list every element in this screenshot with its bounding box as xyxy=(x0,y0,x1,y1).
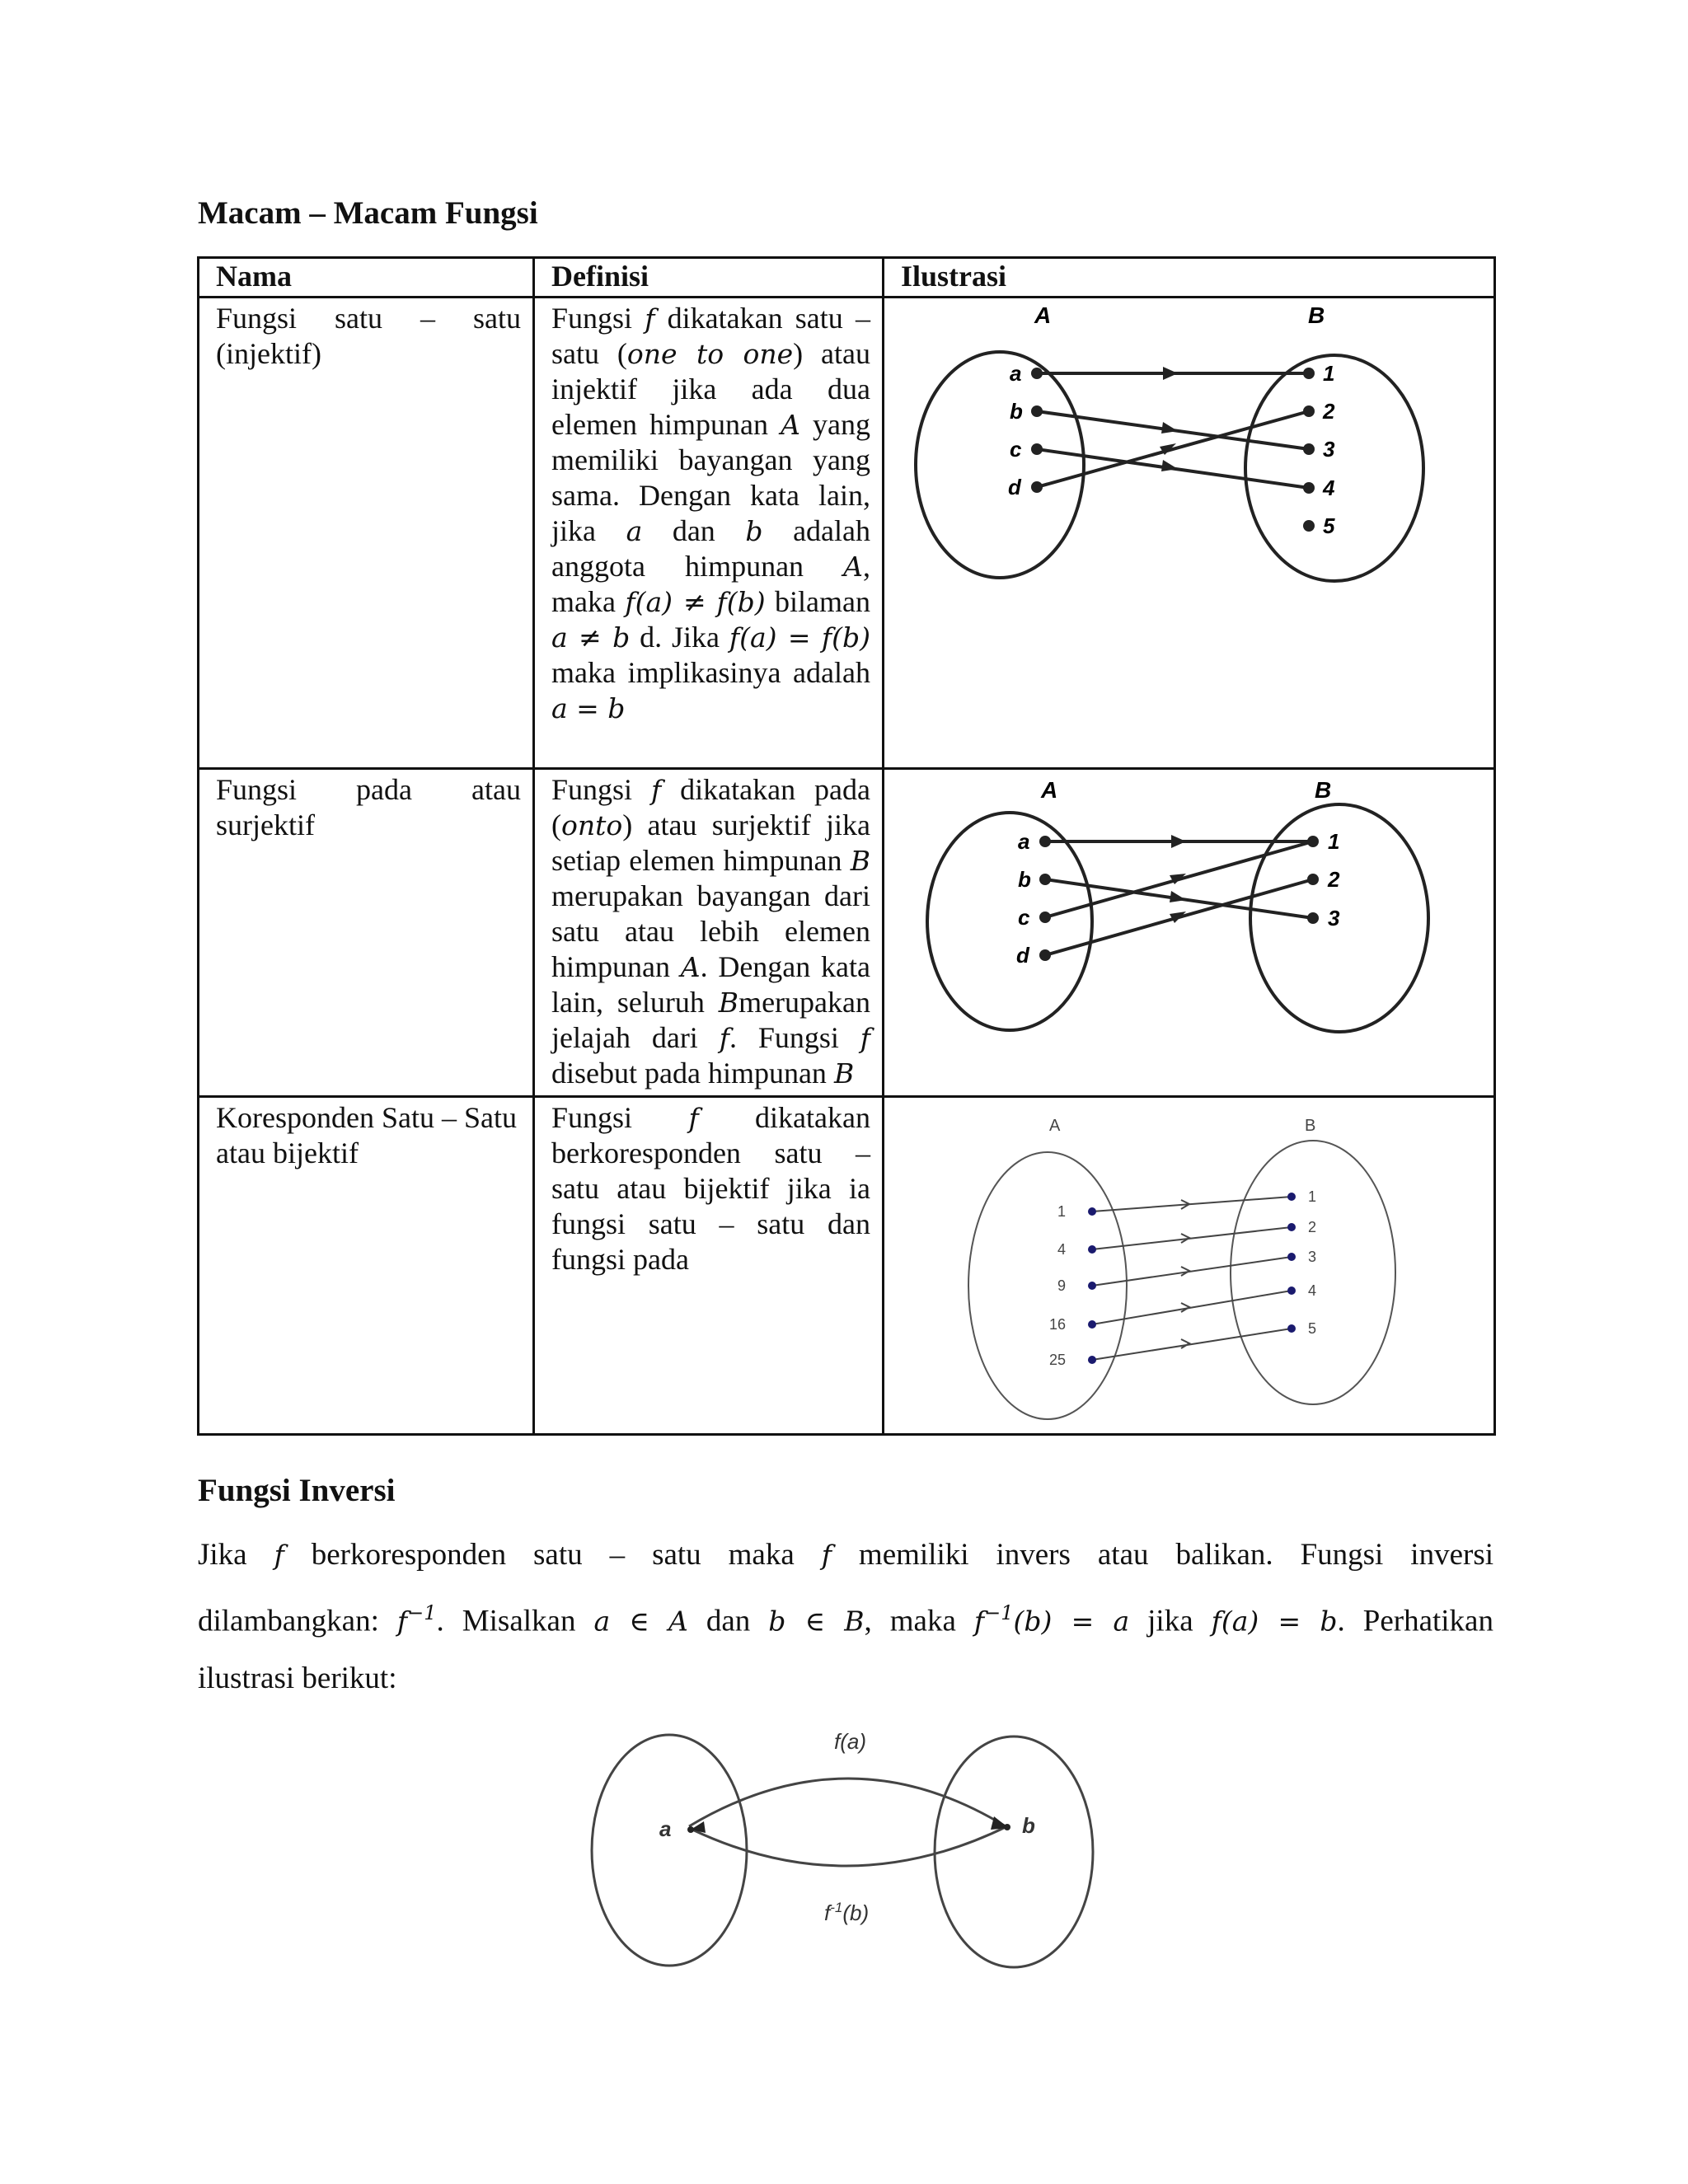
element-dot xyxy=(1307,912,1319,924)
element-dot xyxy=(1039,949,1051,961)
element-dot xyxy=(1088,1356,1096,1364)
element-dot xyxy=(1088,1207,1096,1216)
element-dot xyxy=(1287,1223,1296,1231)
element-label: c xyxy=(1018,905,1030,930)
inverse-arrow-curve xyxy=(692,1826,1007,1866)
element-label: b xyxy=(1010,399,1023,424)
element-label: 1 xyxy=(1328,829,1340,854)
element-label: 1 xyxy=(1057,1203,1067,1220)
row-name: Koresponden Satu – Satu atau bijektif xyxy=(199,1097,534,1435)
element-dot xyxy=(1031,443,1043,455)
inverse-paragraph xyxy=(198,1526,1493,1708)
element-label: d xyxy=(1016,943,1029,968)
element-label: 1 xyxy=(1308,1188,1317,1205)
mapping-arrow xyxy=(1092,1291,1292,1324)
function-types-table xyxy=(197,256,1496,1436)
mapping-arrow xyxy=(1092,1197,1292,1212)
element-label: c xyxy=(1010,437,1022,462)
set-a-oval xyxy=(968,1152,1127,1419)
set-a-oval xyxy=(927,813,1092,1030)
element-dot xyxy=(1303,368,1315,379)
element-dot xyxy=(1303,405,1315,417)
element-b-label: b xyxy=(1022,1813,1035,1838)
element-dot xyxy=(1031,405,1043,417)
element-label: 2 xyxy=(1308,1219,1317,1235)
table-row xyxy=(199,1097,1495,1435)
set-a-label: A xyxy=(1034,302,1052,328)
bijective-diagram xyxy=(884,1098,1491,1431)
element-dot xyxy=(1287,1286,1296,1295)
element-label: 2 xyxy=(1328,867,1340,892)
element-dot xyxy=(1031,368,1043,379)
table-row xyxy=(199,298,1495,769)
row-definition: Fungsi f dikatakan berkoresponden satu – satu atau bijektif jika ia fungsi satu – satu dan fungsi pada xyxy=(534,1097,884,1435)
element-dot xyxy=(1303,443,1315,455)
codomain-oval xyxy=(935,1736,1093,1967)
element-dot xyxy=(1004,1824,1010,1830)
element-label: 4 xyxy=(1323,476,1335,500)
header-definisi: Definisi xyxy=(534,258,884,298)
header-nama: Nama xyxy=(199,258,534,298)
element-dot xyxy=(1287,1253,1296,1261)
paragraph-line: Jika f berkoresponden satu – satu maka f memiliki invers atau balikan. Fungsi inversi xyxy=(198,1538,1494,1572)
injective-illustration xyxy=(884,298,1495,769)
element-label: 3 xyxy=(1323,437,1335,462)
element-label: d xyxy=(1008,475,1021,499)
element-dot xyxy=(1039,912,1051,923)
element-dot xyxy=(1088,1282,1096,1290)
element-dot xyxy=(687,1826,694,1833)
forward-arrow-curve xyxy=(689,1779,1006,1826)
element-label: 3 xyxy=(1308,1249,1317,1265)
element-label: 2 xyxy=(1323,399,1335,424)
row-name: Fungsi satu – satu (injektif) xyxy=(199,298,534,769)
element-dot xyxy=(1287,1193,1296,1201)
set-b-oval xyxy=(1245,355,1423,581)
paragraph-line: ilustrasi berikut: xyxy=(198,1661,397,1696)
domain-oval xyxy=(592,1735,747,1966)
bijective-illustration xyxy=(884,1097,1495,1435)
inverse-function-diagram xyxy=(577,1714,1121,1986)
forward-label: f(a) xyxy=(834,1729,866,1754)
element-label: 5 xyxy=(1323,513,1335,538)
element-dot xyxy=(1039,874,1051,885)
inverse-section-title: Fungsi Inversi xyxy=(198,1473,396,1508)
set-a-oval xyxy=(916,352,1084,578)
element-a-label: a xyxy=(659,1816,672,1841)
inverse-label: $f^{-1}(b)$ xyxy=(824,1900,870,1925)
element-dot xyxy=(1307,874,1319,885)
element-label: 16 xyxy=(1049,1316,1067,1333)
mapping-arrow xyxy=(1092,1257,1292,1286)
element-dot xyxy=(1088,1245,1096,1254)
element-dot xyxy=(1303,520,1315,532)
element-dot xyxy=(1088,1320,1096,1329)
surjective-diagram xyxy=(884,770,1491,1093)
element-label: b xyxy=(1018,867,1031,892)
set-a-label: A xyxy=(1049,1117,1061,1135)
element-dot xyxy=(1307,836,1319,847)
set-a-label: A xyxy=(1041,777,1058,803)
table-row xyxy=(199,769,1495,1097)
injective-diagram xyxy=(884,298,1491,765)
element-label: 9 xyxy=(1057,1277,1067,1294)
element-label: 3 xyxy=(1328,906,1340,930)
element-label: a xyxy=(1010,361,1022,386)
table-header-row xyxy=(199,258,1495,298)
element-label: 5 xyxy=(1308,1320,1317,1337)
surjective-illustration xyxy=(884,769,1495,1097)
header-ilustrasi: Ilustrasi xyxy=(884,258,1495,298)
element-dot xyxy=(1287,1324,1296,1333)
element-dot xyxy=(1039,836,1051,847)
row-definition: Fungsi f dikatakan satu – satu (one to one) atau injektif jika ada dua elemen himpunan A yang memiliki bayangan yang sama. Dengan kata lain, jika a dan b adalah anggota himpunan A, maka f(a) ≠ f(b) bilaman a ≠ b d. Jika f(a) = f(b) maka implikasinya adalah a = b xyxy=(534,298,884,769)
element-label: 25 xyxy=(1049,1352,1067,1368)
paragraph-line: dilambangkan: $f^{-1}$. Misalkan a ∈ A dan b ∈ B, maka $f^{-1}(b) = a$ jika f(a) = b. Perhatikan xyxy=(198,1601,1493,1638)
set-b-label: B xyxy=(1315,777,1332,803)
section-title: Macam – Macam Fungsi xyxy=(198,195,538,231)
set-b-label: B xyxy=(1305,1117,1316,1135)
row-name: Fungsi pada atau surjektif xyxy=(199,769,534,1097)
row-definition: Fungsi f dikatakan pada (onto) atau surjektif jika setiap elemen himpunan B merupakan bayangan dari satu atau lebih elemen himpunan A. Dengan kata lain, seluruh Bmerupakan jelajah dari f. Fungsi f disebut pada himpunan B xyxy=(534,769,884,1097)
element-label: 4 xyxy=(1057,1241,1067,1258)
set-b-oval xyxy=(1231,1141,1395,1404)
element-label: 1 xyxy=(1323,361,1335,386)
element-label: 4 xyxy=(1308,1282,1317,1299)
element-dot xyxy=(1303,482,1315,494)
set-b-label: B xyxy=(1308,302,1325,328)
element-dot xyxy=(1031,481,1043,493)
element-label: a xyxy=(1018,829,1030,854)
